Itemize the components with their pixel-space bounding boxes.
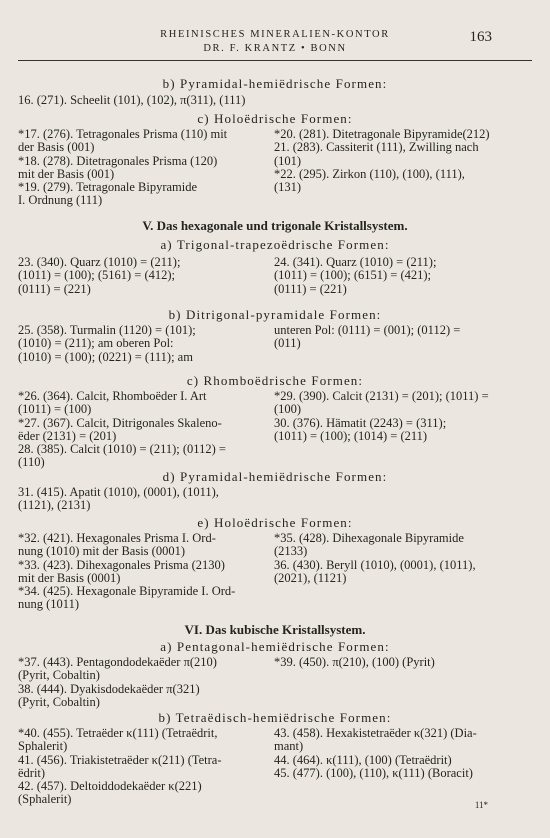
- entry: *29. (390). Calcit (2131) = (201); (1011) = (100): [274, 389, 489, 417]
- entry: *33. (423). Dihexagonales Prisma (2130) mit der Basis (0001): [18, 557, 225, 585]
- entry: 45. (477). (100), (110), κ(111) (Boracit): [274, 765, 473, 780]
- entry-25-continued: unteren Pol: (0111) = (001); (0112) = (011): [274, 323, 461, 351]
- entry: *40. (455). Tetraëder κ(111) (Tetraëdrit, Sphalerit): [18, 726, 218, 754]
- entry: *27. (367). Calcit, Ditrigonales Skaleno- ëder (2131) = (201): [18, 415, 222, 443]
- entry: 42. (457). Deltoiddodekaëder κ(221) (Sphalerit): [18, 779, 202, 807]
- section-heading: b) Pyramidal-hemiëdrische Formen:: [162, 76, 388, 91]
- signature-mark: 11*: [474, 800, 488, 810]
- entry: *19. (279). Tetragonale Bipyramide I. Ordnung (111): [18, 180, 198, 208]
- publisher-name: RHEINISCHES MINERALIEN-KONTOR: [160, 29, 390, 40]
- header-rule: [18, 60, 532, 61]
- entry-25: 25. (358). Turmalin (1120) = (101); (1010) = (211); am oberen Pol: (1010) = (100); (0221) = (111); am: [18, 323, 196, 364]
- entry: *32. (421). Hexagonales Prisma I. Ord- nung (1010) mit der Basis (0001): [18, 531, 216, 559]
- entry: *17. (276). Tetragonales Prisma (110) mit der Basis (001): [18, 127, 228, 155]
- entry: *18. (278). Ditetragonales Prisma (120) mit der Basis (001): [18, 153, 218, 181]
- entry: 30. (376). Hämatit (2243) = (311); (1011) = (100); (1014) = (211): [274, 415, 447, 443]
- entry-23: 23. (340). Quarz (1010) = (211); (1011) = (100); (5161) = (412); (0111) = (221): [18, 255, 181, 296]
- entry-16: 16. (271). Scheelit (101), (102), π(311), (111): [18, 93, 246, 107]
- publisher-subtitle: DR. F. KRANTZ • BONN: [203, 43, 347, 54]
- entry: *35. (428). Dihexagonale Bipyramide (2133): [274, 531, 464, 559]
- section-heading: c) Holoëdrische Formen:: [197, 111, 353, 126]
- section-heading: c) Rhomboëdrische Formen:: [186, 373, 364, 388]
- entry-31: 31. (415). Apatit (1010), (0001), (1011), (1121), (2131): [18, 485, 219, 513]
- entry: 28. (385). Calcit (1010) = (211); (0112) = (110): [18, 442, 226, 470]
- page-number: 163: [469, 29, 492, 45]
- entry: 36. (430). Beryll (1010), (0001), (1011), (2021), (1121): [274, 557, 476, 585]
- section-heading: a) Pentagonal-hemiëdrische Formen:: [160, 639, 390, 654]
- entry: *26. (364). Calcit, Rhomboëder I. Art (1011) = (100): [18, 389, 207, 417]
- entry: *20. (281). Ditetragonale Bipyramide(212): [274, 127, 490, 141]
- chapter-title: V. Das hexagonale und trigonale Kristallsystem.: [142, 218, 408, 233]
- section-heading: a) Trigonal-trapezoëdrische Formen:: [160, 237, 390, 252]
- entry: *39. (450). π(210), (100) (Pyrit): [274, 655, 435, 669]
- section-heading: d) Pyramidal-hemiëdrische Formen:: [162, 469, 388, 484]
- entry: 44. (464). κ(111), (100) (Tetraëdrit): [274, 752, 452, 767]
- section-heading: e) Holoëdrische Formen:: [197, 515, 353, 530]
- chapter-title: VI. Das kubische Kristallsystem.: [184, 622, 366, 637]
- section-heading: b) Ditrigonal-pyramidale Formen:: [168, 307, 382, 322]
- entry: *37. (443). Pentagondodekaëder π(210) (Pyrit, Cobaltin): [18, 655, 217, 683]
- entry: 21. (283). Cassiterit (111), Zwilling nach (101): [274, 140, 479, 168]
- entry: *22. (295). Zirkon (110), (100), (111), (131): [274, 166, 465, 195]
- entry: 41. (456). Triakistetraëder κ(211) (Tetra- ëdrit): [18, 752, 222, 780]
- entry: 38. (444). Dyakisdodekaëder π(321) (Pyrit, Cobaltin): [18, 681, 200, 709]
- section-heading: b) Tetraëdisch-hemiëdrische Formen:: [158, 710, 392, 725]
- entry: *34. (425). Hexagonale Bipyramide I. Ord- nung (1011): [18, 584, 236, 612]
- entry: 43. (458). Hexakistetraëder κ(321) (Dia- mant): [274, 726, 477, 754]
- entry-24: 24. (341). Quarz (1010) = (211); (1011) = (100); (6151) = (421); (0111) = (221): [274, 255, 437, 296]
